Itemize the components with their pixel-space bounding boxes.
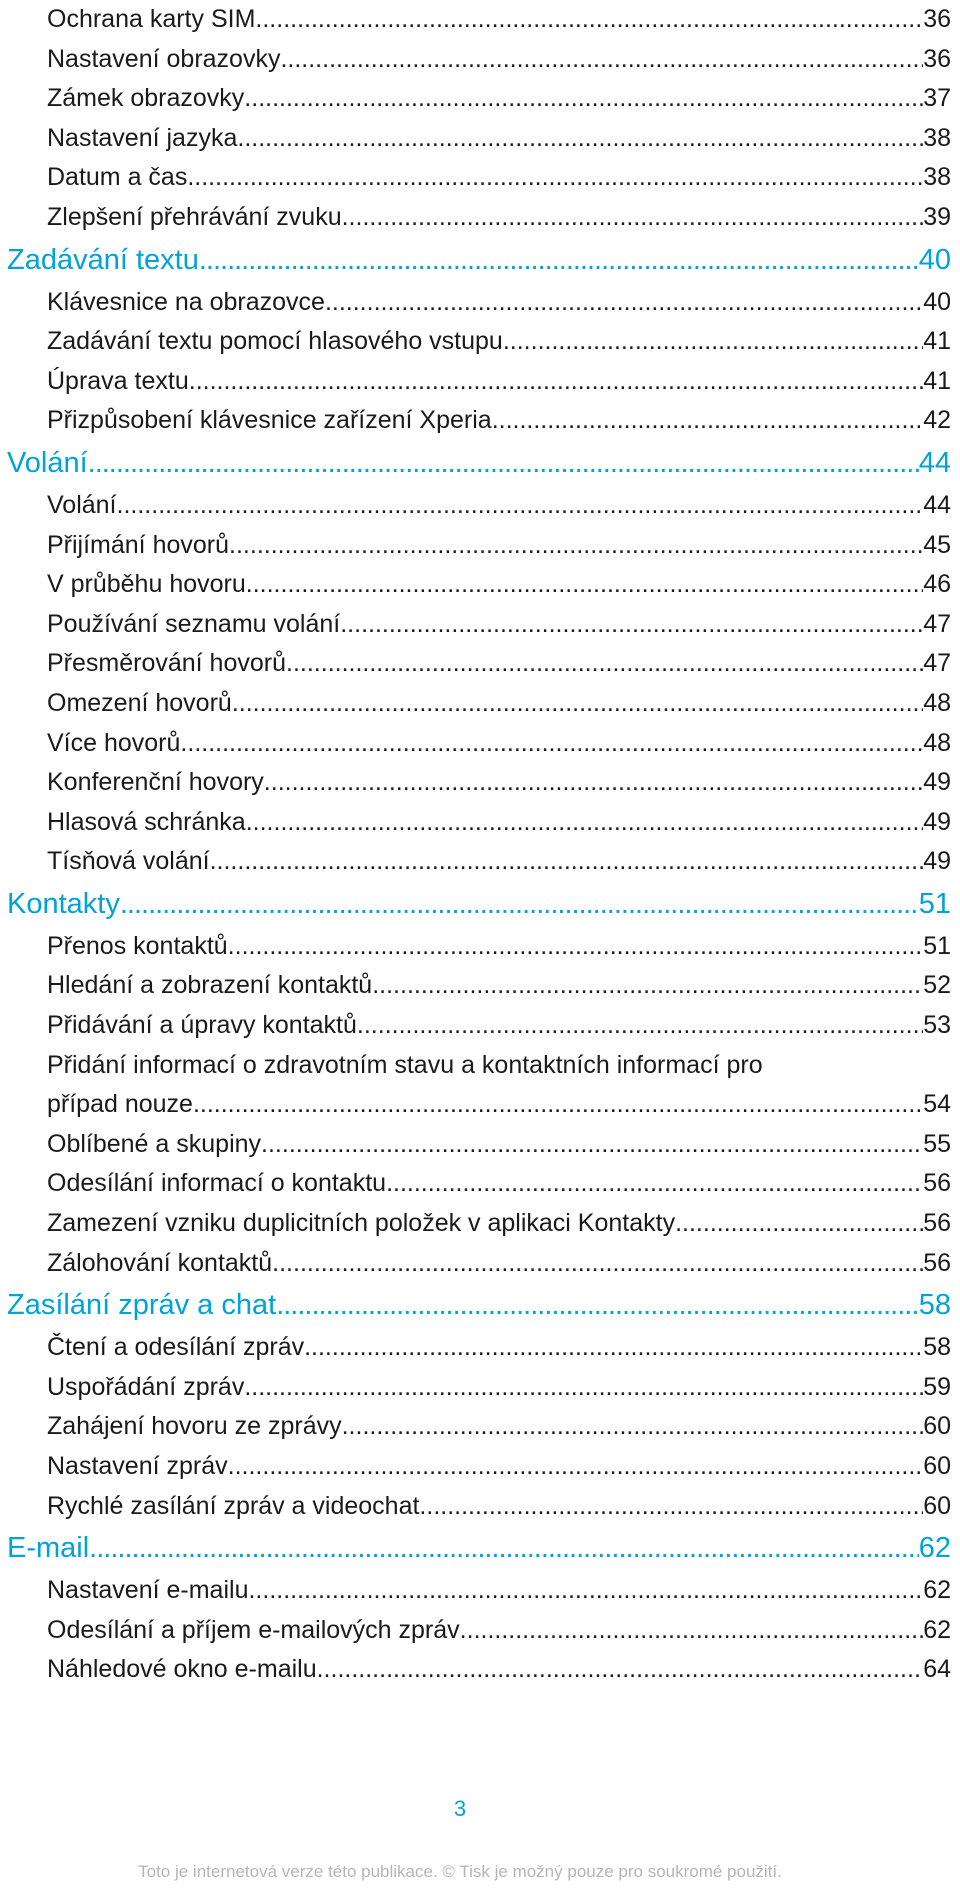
toc-entry-title: Přesměrování hovorů: [47, 649, 287, 678]
table-of-contents: [7, 0, 951, 1690]
toc-entry-title: Přenos kontaktů: [47, 931, 228, 960]
toc-dot-leader: [372, 966, 923, 1006]
toc-entry-title: Rychlé zasílání zpráv a videochat: [47, 1491, 420, 1520]
toc-entry-link[interactable]: [7, 1368, 951, 1408]
toc-entry-page: 47: [923, 649, 951, 678]
toc-entry-page: 40: [923, 287, 951, 316]
toc-dot-leader: [503, 322, 923, 362]
toc-dot-leader: [120, 882, 919, 927]
toc-entry-title: Odesílání informací o kontaktu: [47, 1169, 387, 1198]
toc-entry-link[interactable]: [7, 842, 951, 882]
toc-entry-page: 59: [923, 1372, 951, 1401]
footer-note: Toto je internetová verze této publikace. © Tisk je možný pouze pro soukromé použití.: [138, 1862, 782, 1881]
toc-dot-leader: [419, 1487, 923, 1527]
toc-entry-link[interactable]: [7, 1328, 951, 1368]
toc-dot-leader: [237, 119, 923, 159]
toc-entry-link[interactable]: [7, 283, 951, 323]
toc-entry-page: 36: [923, 44, 951, 73]
toc-entry-title: Hledání a zobrazení kontaktů: [47, 971, 373, 1000]
toc-entry-page: 41: [923, 327, 951, 356]
toc-entry-multiline[interactable]: [7, 1046, 951, 1125]
toc-dot-leader: [276, 1283, 919, 1328]
toc-entry-link[interactable]: [7, 644, 951, 684]
toc-entry-page: 42: [923, 406, 951, 435]
toc-entry-link[interactable]: [7, 158, 951, 198]
toc-entry-link[interactable]: [7, 724, 951, 764]
toc-dot-leader: [228, 1447, 924, 1487]
toc-entry-page: 62: [923, 1615, 951, 1644]
toc-entry-link[interactable]: [7, 1571, 951, 1611]
toc-entry-page: 54: [923, 1090, 951, 1119]
toc-dot-leader: [228, 927, 924, 967]
toc-entry-link[interactable]: [7, 198, 951, 238]
toc-section-link[interactable]: [7, 882, 951, 927]
toc-entry-title: Uspořádání zpráv: [47, 1372, 245, 1401]
toc-entry-title: Kontakty: [7, 887, 120, 920]
toc-entry-title: případ nouze: [47, 1090, 193, 1119]
toc-dot-leader: [189, 362, 923, 402]
toc-entry-title: Datum a čas: [47, 163, 188, 192]
toc-entry-title: Ochrana karty SIM: [47, 5, 256, 33]
toc-entry-page: 49: [923, 847, 951, 876]
toc-entry-page: 39: [923, 202, 951, 231]
toc-entry-title: Úprava textu: [47, 366, 189, 395]
toc-entry-title: Oblíbené a skupiny: [47, 1129, 262, 1158]
toc-entry-link[interactable]: [7, 803, 951, 843]
toc-entry-title: Omezení hovorů: [47, 688, 232, 717]
toc-dot-leader: [272, 1244, 923, 1284]
toc-dot-leader: [492, 401, 924, 441]
toc-entry-title: Čtení a odesílání zpráv: [47, 1333, 305, 1362]
toc-entry-page: 51: [918, 887, 951, 920]
toc-entry-page: 55: [923, 1129, 951, 1158]
toc-entry-title: Zahájení hovoru ze zprávy: [47, 1412, 342, 1441]
toc-entry-title: Klávesnice na obrazovce: [47, 287, 325, 316]
toc-entry-title: Zálohování kontaktů: [47, 1248, 273, 1277]
toc-entry-page: 64: [923, 1655, 951, 1684]
toc-entry-title: V průběhu hovoru: [47, 570, 246, 599]
toc-entry-page: 56: [923, 1248, 951, 1277]
toc-dot-leader: [280, 40, 923, 80]
toc-entry-link[interactable]: [7, 1611, 951, 1651]
toc-entry-link[interactable]: [7, 362, 951, 402]
toc-entry-page: 56: [923, 1209, 951, 1238]
toc-entry-page: 44: [918, 446, 951, 479]
toc-entry-title: Odesílání a příjem e-mailových zpráv: [47, 1615, 460, 1644]
toc-dot-leader: [246, 565, 923, 605]
toc-entry-title: Nastavení e-mailu: [47, 1576, 249, 1605]
toc-dot-leader: [460, 1611, 924, 1651]
toc-entry-page: 41: [923, 366, 951, 395]
toc-entry-title: Nastavení jazyka: [47, 123, 238, 152]
toc-entry-title: Volání: [7, 446, 88, 479]
toc-dot-leader: [193, 1085, 923, 1125]
toc-dot-leader: [325, 283, 923, 323]
toc-dot-leader: [340, 605, 923, 645]
toc-entry-page: 38: [923, 163, 951, 192]
toc-dot-leader: [246, 803, 923, 843]
toc-entry-title: Používání seznamu volání: [47, 609, 341, 638]
toc-entry-title: Zadávání textu: [7, 243, 199, 276]
toc-entry-link[interactable]: [7, 119, 951, 159]
page-number: 3: [453, 1796, 467, 1821]
toc-entry-page: 45: [923, 530, 951, 559]
toc-entry-title: Zadávání textu pomocí hlasového vstupu: [47, 327, 503, 356]
toc-entry-title: Nastavení obrazovky: [47, 44, 281, 73]
toc-entry-title: Volání: [47, 490, 117, 519]
toc-entry-page: 49: [923, 807, 951, 836]
toc-dot-leader: [264, 763, 923, 803]
toc-entry-link[interactable]: [7, 486, 951, 526]
toc-entry-link[interactable]: [7, 1244, 951, 1284]
toc-dot-leader: [117, 486, 924, 526]
toc-entry-page: 60: [923, 1491, 951, 1520]
toc-entry-page: 58: [923, 1333, 951, 1362]
toc-dot-leader: [210, 842, 924, 882]
toc-dot-leader: [248, 1571, 923, 1611]
toc-entry-page: 48: [923, 688, 951, 717]
toc-entry-page: 58: [918, 1289, 951, 1322]
toc-entry-link[interactable]: [7, 322, 951, 362]
toc-entry-title: Nastavení zpráv: [47, 1452, 228, 1480]
toc-entry-title: Zasílání zpráv a chat: [7, 1289, 277, 1322]
toc-entry-title: Přizpůsobení klávesnice zařízení Xperia: [47, 406, 492, 435]
toc-dot-leader: [357, 1006, 923, 1046]
toc-entry-link[interactable]: [7, 0, 951, 40]
toc-entry-link[interactable]: [7, 1650, 951, 1690]
toc-entry-link[interactable]: [7, 1407, 951, 1447]
toc-entry-page: 53: [923, 1011, 951, 1040]
toc-entry-link[interactable]: [7, 79, 951, 119]
toc-entry-title: E-mail: [7, 1532, 90, 1565]
toc-section-link[interactable]: [7, 1283, 951, 1328]
toc-entry-link[interactable]: [7, 927, 951, 967]
toc-entry-page: 47: [923, 609, 951, 638]
toc-entry-page: 44: [923, 490, 951, 519]
toc-dot-leader: [675, 1204, 923, 1244]
toc-entry-title: Konferenční hovory: [47, 768, 264, 797]
toc-entry-page: 52: [923, 971, 951, 1000]
toc-entry-link[interactable]: [7, 1006, 951, 1046]
toc-entry-page: 48: [923, 728, 951, 757]
toc-entry-title: Hlasová schránka: [47, 807, 246, 836]
toc-dot-leader: [187, 158, 923, 198]
toc-entry-page: 51: [923, 931, 951, 960]
toc-dot-leader: [180, 724, 923, 764]
toc-dot-leader: [244, 1368, 923, 1408]
toc-dot-leader: [244, 79, 923, 119]
toc-entry-link[interactable]: [7, 1487, 951, 1527]
toc-entry-page: 38: [923, 123, 951, 152]
toc-entry-link[interactable]: [7, 966, 951, 1006]
toc-entry-link[interactable]: [7, 763, 951, 803]
toc-dot-leader: [342, 198, 924, 238]
toc-entry-link[interactable]: [7, 401, 951, 441]
toc-entry-page: 62: [923, 1576, 951, 1605]
toc-dot-leader: [229, 526, 923, 566]
toc-entry-link[interactable]: [47, 1085, 951, 1125]
toc-entry-title: Přijímání hovorů: [47, 530, 230, 559]
toc-entry-link[interactable]: [7, 1447, 951, 1487]
toc-entry-link[interactable]: [7, 1164, 951, 1204]
toc-entry-title: Zamezení vzniku duplicitních položek v aplikaci Kontakty: [47, 1209, 676, 1238]
toc-entry-page: 60: [923, 1452, 951, 1480]
toc-entry-page: 36: [923, 5, 951, 33]
toc-entry-link[interactable]: [7, 684, 951, 724]
toc-dot-leader: [317, 1650, 924, 1690]
toc-entry-title: Náhledové okno e-mailu: [47, 1655, 317, 1684]
toc-entry-link[interactable]: [7, 605, 951, 645]
toc-entry-link[interactable]: [7, 40, 951, 80]
toc-entry-link[interactable]: [7, 526, 951, 566]
toc-dot-leader: [261, 1125, 923, 1165]
toc-entry-page: 40: [918, 243, 951, 276]
toc-dot-leader: [304, 1328, 923, 1368]
toc-dot-leader: [199, 238, 919, 283]
toc-entry-title: Přidávání a úpravy kontaktů: [47, 1011, 357, 1040]
toc-entry-title: Zámek obrazovky: [47, 84, 245, 113]
toc-section-link[interactable]: [7, 441, 951, 486]
toc-dot-leader: [342, 1407, 924, 1447]
toc-entry-page: 49: [923, 768, 951, 797]
toc-dot-leader: [232, 684, 923, 724]
toc-entry-title: Více hovorů: [47, 728, 181, 757]
toc-section-link[interactable]: [7, 238, 951, 283]
toc-entry-link[interactable]: [7, 1204, 951, 1244]
toc-entry-page: 37: [923, 84, 951, 113]
toc-entry-title: Zlepšení přehrávání zvuku: [47, 202, 342, 231]
toc-section-link[interactable]: [7, 1526, 951, 1571]
toc-dot-leader: [255, 0, 923, 40]
toc-entry-page: 60: [923, 1412, 951, 1441]
toc-entry-title: Tísňová volání: [47, 847, 210, 876]
toc-entry-link[interactable]: [7, 1125, 951, 1165]
toc-entry-link[interactable]: [7, 565, 951, 605]
toc-dot-leader: [89, 1526, 919, 1571]
toc-entry-title-line1: Přidání informací o zdravotním stavu a kontaktních informací pro: [47, 1050, 763, 1079]
toc-entry-page: 46: [923, 570, 951, 599]
toc-dot-leader: [386, 1164, 923, 1204]
toc-entry-page: 56: [923, 1169, 951, 1198]
toc-dot-leader: [286, 644, 923, 684]
toc-entry-page: 62: [918, 1532, 951, 1565]
toc-dot-leader: [88, 441, 919, 486]
